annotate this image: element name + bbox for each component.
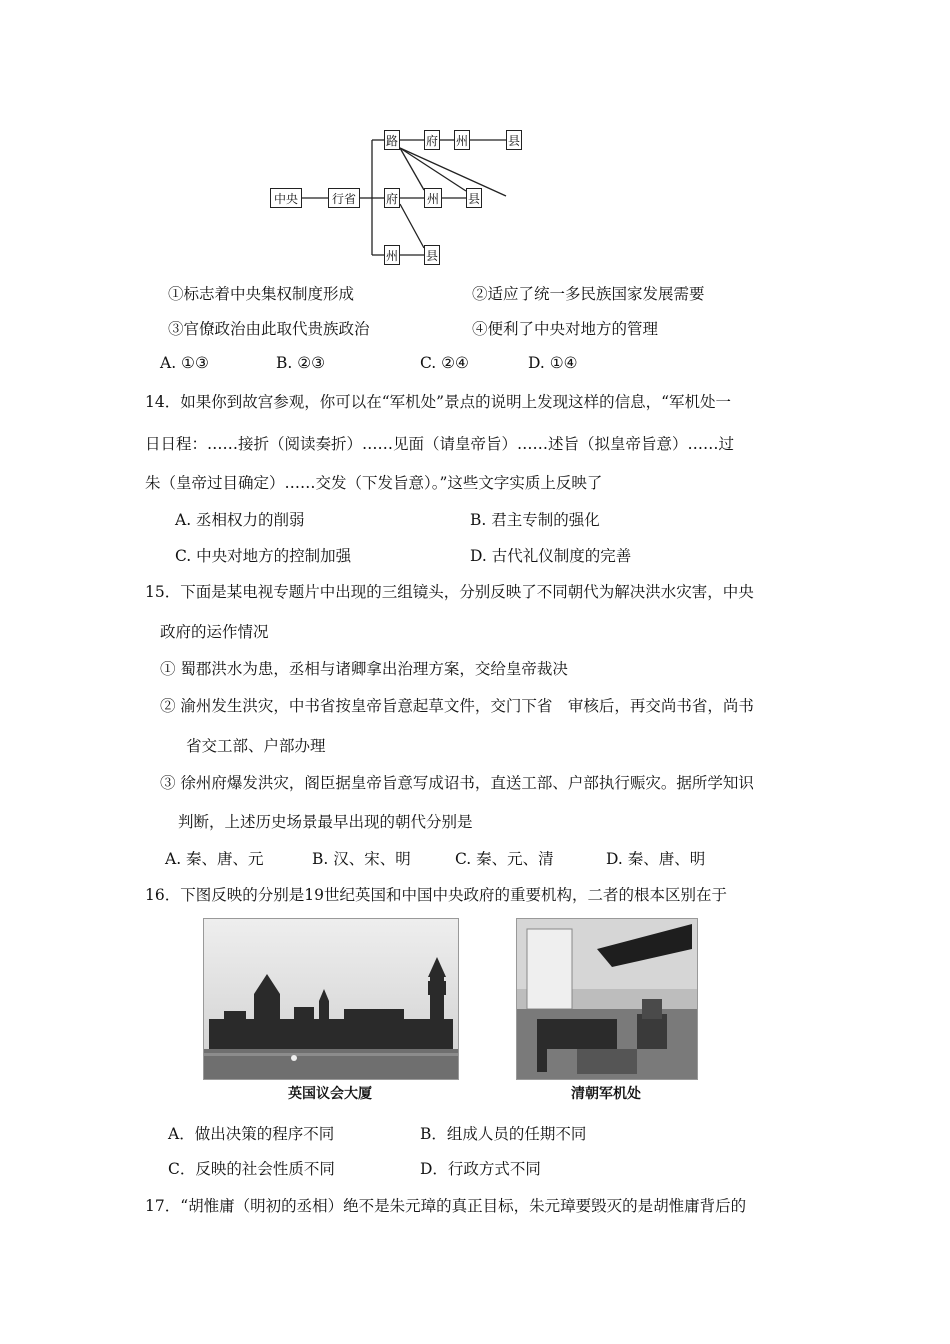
q15-scene-1: ① 蜀郡洪水为患，丞相与诸卿拿出治理方案，交给皇帝裁决 (160, 660, 568, 678)
q15-option-a[interactable]: A. 秦、唐、元 (165, 850, 264, 868)
q14-stem-line-1: 14．如果你到故宫参观，你可以在“军机处”景点的说明上发现这样的信息，“军机处一 (145, 393, 731, 411)
caption-parliament: 英国议会大厦 (288, 1086, 372, 1102)
q13-option-b[interactable]: B. ②③ (276, 354, 326, 372)
q14-stem-line-2: 日日程：……接折（阅读奏折）……见面（请皇帝旨）……述旨（拟皇帝旨意）……过 (145, 435, 735, 453)
diagram-node-province: 行省 (328, 188, 360, 208)
q13-option-c[interactable]: C. ②④ (420, 354, 469, 372)
q13-statement-3: ③官僚政治由此取代贵族政治 (168, 320, 370, 338)
q15-scene-3: ③ 徐州府爆发洪灾，阁臣据皇帝旨意写成诏书，直送工部、户部执行赈灾。据所学知识 (160, 774, 754, 792)
q14-option-d[interactable]: D. 古代礼仪制度的完善 (470, 547, 632, 565)
q13-statement-1: ①标志着中央集权制度形成 (168, 285, 355, 303)
q14-option-b[interactable]: B. 君主专制的强化 (470, 511, 600, 529)
diagram-node-xian-mid: 县 (466, 188, 482, 208)
q15-option-b[interactable]: B. 汉、宋、明 (312, 850, 411, 868)
photo-grand-council (516, 918, 698, 1080)
q13-option-d[interactable]: D. ①④ (528, 354, 578, 372)
q16-option-b[interactable]: B．组成人员的任期不同 (420, 1125, 587, 1143)
q15-stem-line-1: 15．下面是某电视专题片中出现的三组镜头，分别反映了不同朝代为解决洪水灾害，中央 (145, 583, 754, 601)
q15-option-d[interactable]: D. 秦、唐、明 (606, 850, 706, 868)
q13-option-a[interactable]: A. ①③ (160, 354, 209, 372)
q16-option-d[interactable]: D．行政方式不同 (420, 1160, 541, 1178)
q14-option-a[interactable]: A. 丞相权力的削弱 (175, 511, 305, 529)
diagram-node-zhou-mid: 州 (424, 188, 442, 208)
diagram-node-fu-mid: 府 (384, 188, 400, 208)
q13-statement-2: ②适应了统一多民族国家发展需要 (472, 285, 705, 303)
diagram-node-lu: 路 (384, 130, 400, 150)
q14-stem-line-3: 朱（皇帝过目确定）……交发（下发旨意）。”这些文字实质上反映了 (145, 474, 603, 492)
diagram-connector-lines (260, 118, 540, 278)
q16-option-a[interactable]: A．做出决策的程序不同 (168, 1125, 335, 1143)
q15-stem-line-2: 政府的运作情况 (160, 623, 269, 641)
admin-structure-diagram (260, 118, 540, 278)
q17-stem: 17．“胡惟庸（明初的丞相）绝不是朱元璋的真正目标，朱元璋要毁灭的是胡惟庸背后的 (145, 1197, 747, 1215)
q16-option-c[interactable]: C．反映的社会性质不同 (168, 1160, 335, 1178)
q14-option-c[interactable]: C. 中央对地方的控制加强 (175, 547, 352, 565)
q15-scene-2: ② 渝州发生洪灾，中书省按皇帝旨意起草文件，交门下省 审核后，再交尚书省，尚书 (160, 697, 754, 715)
diagram-node-center: 中央 (270, 188, 302, 208)
diagram-node-fu-top: 府 (424, 130, 440, 150)
diagram-node-xian-bot: 县 (424, 245, 440, 265)
q15-scene-3-cont: 判断，上述历史场景最早出现的朝代分别是 (178, 813, 473, 831)
diagram-node-zhou-top: 州 (454, 130, 470, 150)
photo-houses-of-parliament (203, 918, 459, 1080)
diagram-node-zhou-bot: 州 (384, 245, 400, 265)
q13-statement-4: ④便利了中央对地方的管理 (472, 320, 659, 338)
q15-scene-2-cont: 省交工部、户部办理 (186, 737, 326, 755)
diagram-node-xian-top: 县 (506, 130, 522, 150)
q15-option-c[interactable]: C. 秦、元、清 (455, 850, 554, 868)
q16-stem: 16．下图反映的分别是19世纪英国和中国中央政府的重要机构，二者的根本区别在于 (145, 886, 727, 904)
caption-grand-council: 清朝军机处 (571, 1086, 641, 1102)
